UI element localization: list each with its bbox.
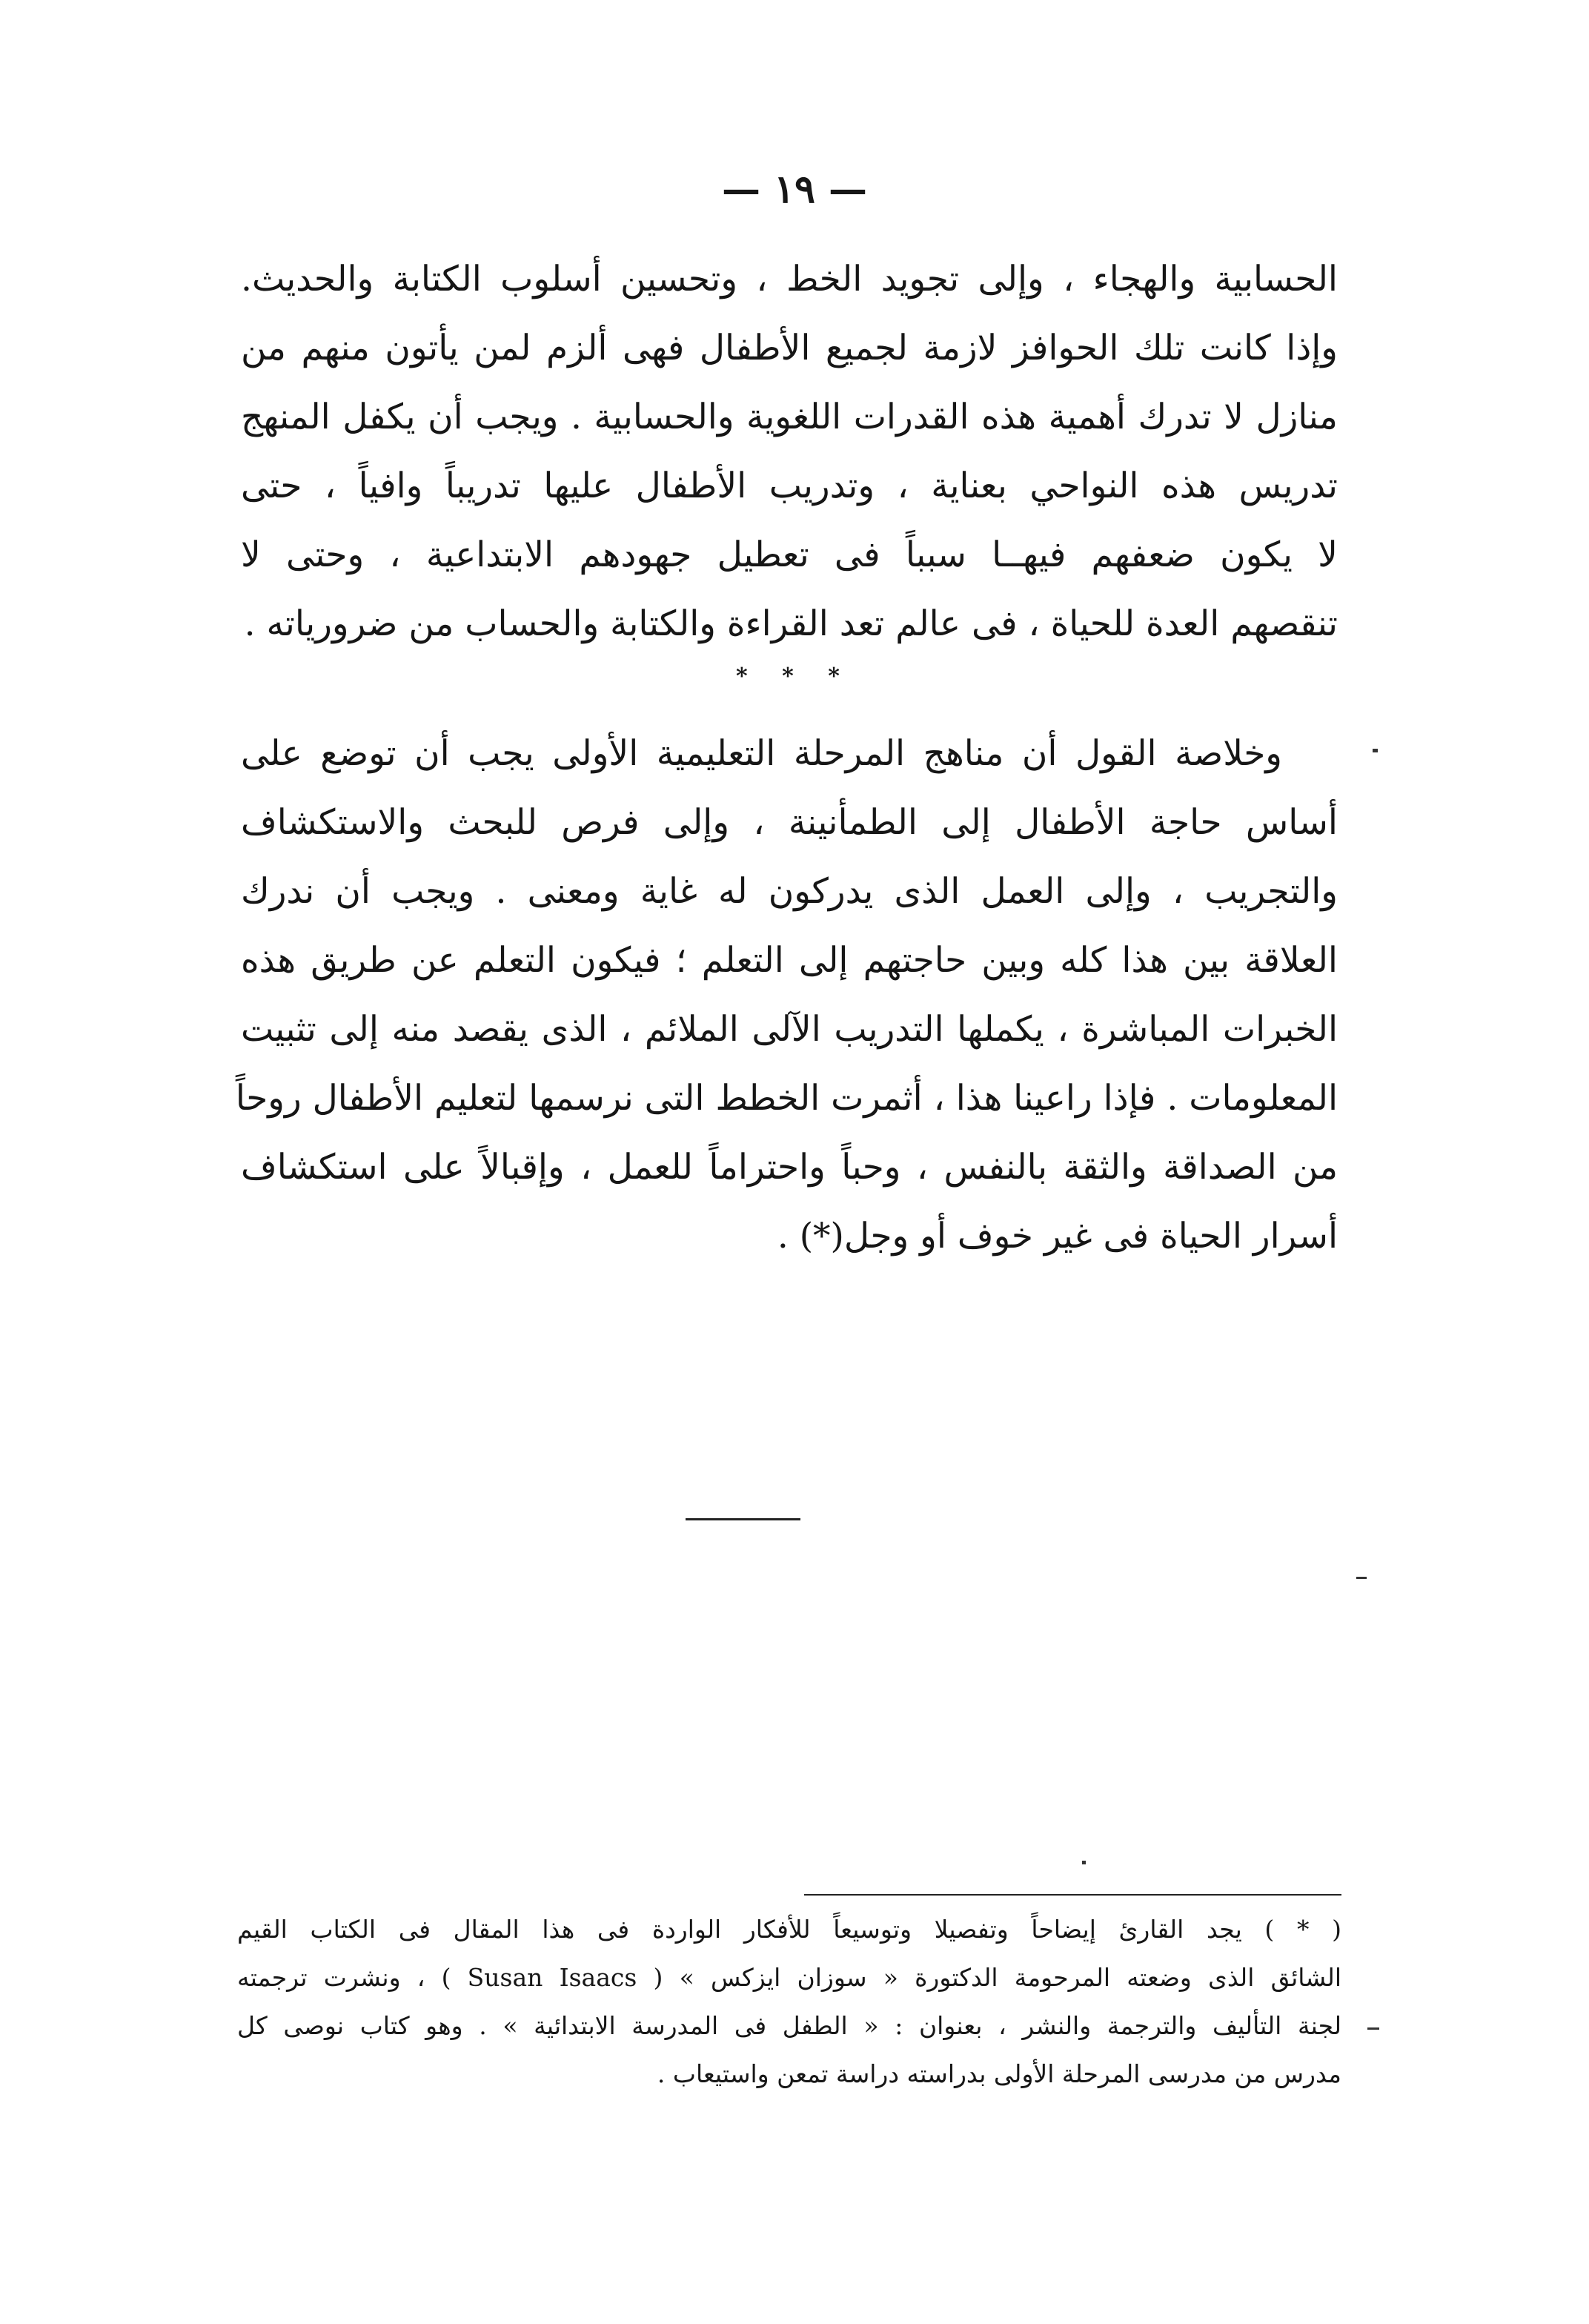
page-number: — ١٩ —: [721, 167, 868, 212]
scan-speck: [1367, 2027, 1379, 2030]
footnote-rule: [804, 1894, 1341, 1896]
text-line: من الصداقة والثقة بالنفس ، وحباً واحتراماً للعمل ، وإقبالاً على استكشاف: [241, 1147, 1338, 1188]
text-line: تنقصهم العدة للحياة ، فى عالم تعد القراءة والكتابة والحساب من ضرورياته .: [244, 603, 1338, 644]
paragraph-2: [235, 719, 1338, 1271]
text-line: والتجريب ، وإلى العمل الذى يدركون له غاية ومعنى . ويجب أن ندرك: [241, 871, 1338, 912]
footnote-line: الشائق الذى وضعته المرحومة الدكتورة « سوزان ايزكس » ( Susan Isaacs ) ، ونشرت ترجمته: [237, 1963, 1342, 1992]
text-line: وخلاصة القول أن مناهج المرحلة التعليمية الأولى يجب أن توضع على: [241, 733, 1282, 774]
footnote-line: مدرس من مدرسى المرحلة الأولى بدراسته دراسة تمعن واستيعاب .: [657, 2059, 1341, 2088]
paragraph-1: [241, 245, 1338, 658]
text-line: منازل لا تدرك أهمية هذه القدرات اللغوية والحسابية . ويجب أن يكفل المنهج: [241, 397, 1338, 437]
text-line: المعلومات . فإذا راعينا هذا ، أثمرت الخطط التى نرسمها لتعليم الأطفال روحاً: [235, 1078, 1338, 1119]
text-line: وإذا كانت تلك الحوافز لازمة لجميع الأطفال فهى ألزم لمن يأتون منهم من: [241, 328, 1338, 368]
scan-speck: [1373, 749, 1378, 752]
text-line: العلاقة بين هذا كله وبين حاجتهم إلى التعلم ؛ فيكون التعلم عن طريق هذه: [241, 940, 1338, 981]
text-line: الخبرات المباشرة ، يكملها التدريب الآلى الملائم ، الذى يقصد منه إلى تثبيت: [241, 1009, 1338, 1050]
scan-speck: [1356, 1577, 1367, 1579]
footnote-line: لجنة التأليف والترجمة والنشر ، بعنوان : « الطفل فى المدرسة الابتدائية » . وهو كتاب نوصى كل: [237, 2011, 1341, 2040]
text-line: أساس حاجة الأطفال إلى الطمأنينة ، وإلى فرص للبحث والاستكشاف: [241, 802, 1338, 843]
footnote: [237, 1905, 1341, 2098]
text-line: أسرار الحياة فى غير خوف أو وجل(*) .: [777, 1216, 1338, 1257]
end-of-article-rule: [686, 1518, 800, 1520]
scan-speck: [1082, 1861, 1086, 1864]
text-line: الحسابية والهجاء ، وإلى تجويد الخط ، وتحسين أسلوب الكتابة والحديث.: [241, 259, 1338, 299]
section-separator-stars: * * *: [736, 663, 853, 689]
text-line: تدريس هذه النواحي بعناية ، وتدريب الأطفال عليها تدريباً وافياً ، حتى: [241, 466, 1338, 506]
footnote-line: ( * ) يجد القارئ إيضاحاً وتفصيلا وتوسيعاً للأفكار الواردة فى هذا المقال فى الكتاب القيم: [237, 1915, 1341, 1944]
text-line: لا يكون ضعفهم فيهــا سبباً فى تعطيل جهودهم الابتداعية ، وحتى لا: [241, 534, 1338, 575]
